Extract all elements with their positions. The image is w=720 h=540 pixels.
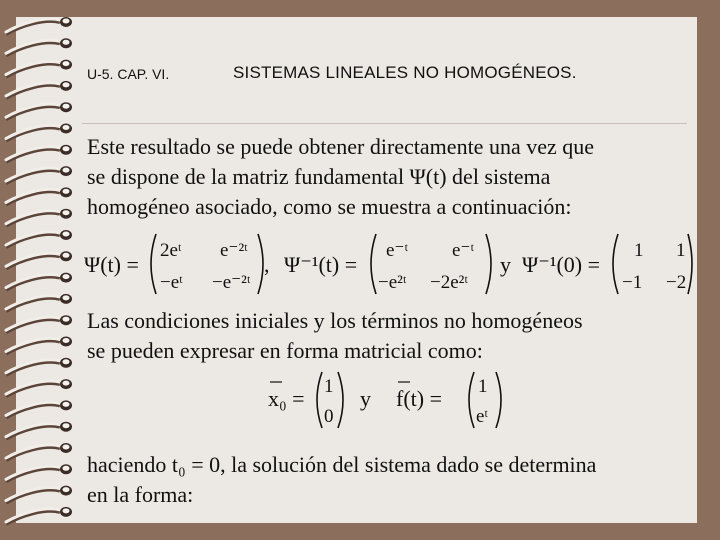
psi-inverse-left-paren: [371, 234, 376, 294]
binding-hole-highlight: [63, 402, 70, 407]
conditions-line-2: se pueden expresar en forma matricial como:: [87, 338, 483, 363]
f-lhs: f(t) =: [396, 386, 442, 411]
binding-hole-highlight: [63, 466, 70, 471]
psi-m21: −eᵗ: [160, 272, 183, 293]
closing-paragraph: [87, 450, 697, 510]
closing-line-2: en la forma:: [87, 482, 194, 507]
psi-inverse-m21: −e²ᵗ: [378, 272, 407, 293]
psi-inverse-zero-m12: 1: [676, 240, 686, 261]
psi-m22: −e⁻²ᵗ: [212, 272, 251, 293]
psi-left-paren: [151, 234, 156, 294]
slide-title: SISTEMAS LINEALES NO HOMOGÉNEOS.: [233, 63, 577, 82]
binding-hole-highlight: [63, 487, 70, 492]
closing-line-1: haciendo t₀ = 0, la solución del sistema dado se determina: [87, 452, 597, 477]
binding-hole-highlight: [63, 232, 70, 237]
psi-inverse-zero-m21: −1: [622, 272, 643, 293]
fundamental-matrix-equations: [82, 228, 697, 300]
binding-hole-highlight: [63, 359, 70, 364]
psi-inverse-connector: y: [500, 252, 511, 277]
header-divider: [82, 123, 687, 124]
psi-lhs: Ψ(t) =: [84, 252, 139, 277]
conditions-line-1: Las condiciones iniciales y los términos no homogéneos: [87, 308, 583, 333]
binding-hole-highlight: [63, 40, 70, 45]
psi-inverse-m12: e⁻ᵗ: [452, 240, 475, 261]
intro-paragraph: [87, 132, 697, 222]
binding-hole-highlight: [63, 253, 70, 258]
spiral-binding: [0, 0, 80, 540]
x0-connector: y: [360, 386, 371, 411]
psi-inverse-m11: e⁻ᵗ: [386, 240, 409, 261]
psi-m12: e⁻²ᵗ: [220, 240, 248, 261]
psi-inverse-zero-lhs: Ψ⁻¹(0) =: [522, 252, 600, 277]
psi-inverse-zero-m22: −2: [666, 272, 687, 293]
psi-inverse-m22: −2e²ᵗ: [430, 272, 468, 293]
psi-inverse-zero-right-paren: [688, 234, 692, 294]
binding-hole-highlight: [63, 295, 70, 300]
binding-hole-highlight: [63, 445, 70, 450]
x0-v2: 0: [324, 406, 334, 427]
x0-lhs: x₀ =: [268, 386, 305, 411]
x0-left-paren: [317, 372, 322, 428]
psi-m11: 2eᵗ: [160, 240, 182, 261]
intro-line-3: homogéneo asociado, como se muestra a continuación:: [87, 194, 572, 219]
f-v2: eᵗ: [476, 406, 489, 427]
initial-condition-equations: [262, 368, 512, 432]
binding-hole-highlight: [63, 338, 70, 343]
psi-inverse-lhs: Ψ⁻¹(t) =: [284, 252, 358, 277]
binding-hole-highlight: [63, 210, 70, 215]
course-label: U-5. CAP. VI.: [87, 66, 170, 82]
x0-right-paren: [338, 372, 343, 428]
binding-hole-highlight: [63, 104, 70, 109]
f-v1: 1: [478, 376, 488, 397]
binding-hole-highlight: [63, 146, 70, 151]
binding-hole-highlight: [63, 125, 70, 130]
psi-separator: ,: [264, 252, 270, 277]
binding-hole-highlight: [63, 82, 70, 87]
psi-inverse-right-paren: [486, 234, 491, 294]
intro-line-1: Este resultado se puede obtener directamente una vez que: [87, 134, 594, 159]
binding-hole-highlight: [63, 317, 70, 322]
f-right-paren: [496, 372, 501, 428]
psi-inverse-zero-left-paren: [613, 234, 618, 294]
binding-hole-highlight: [63, 423, 70, 428]
binding-hole-highlight: [63, 508, 70, 513]
binding-hole-highlight: [63, 168, 70, 173]
f-left-paren: [469, 372, 474, 428]
binding-hole-highlight: [63, 189, 70, 194]
psi-inverse-zero-m11: 1: [634, 240, 644, 261]
binding-hole-highlight: [63, 274, 70, 279]
conditions-paragraph: [87, 306, 697, 366]
x0-v1: 1: [324, 376, 334, 397]
binding-hole-highlight: [63, 19, 70, 24]
binding-hole-highlight: [63, 381, 70, 386]
intro-line-2: se dispone de la matriz fundamental Ψ(t) del sistema: [87, 164, 551, 189]
psi-right-paren: [258, 234, 263, 294]
binding-hole-highlight: [63, 61, 70, 66]
